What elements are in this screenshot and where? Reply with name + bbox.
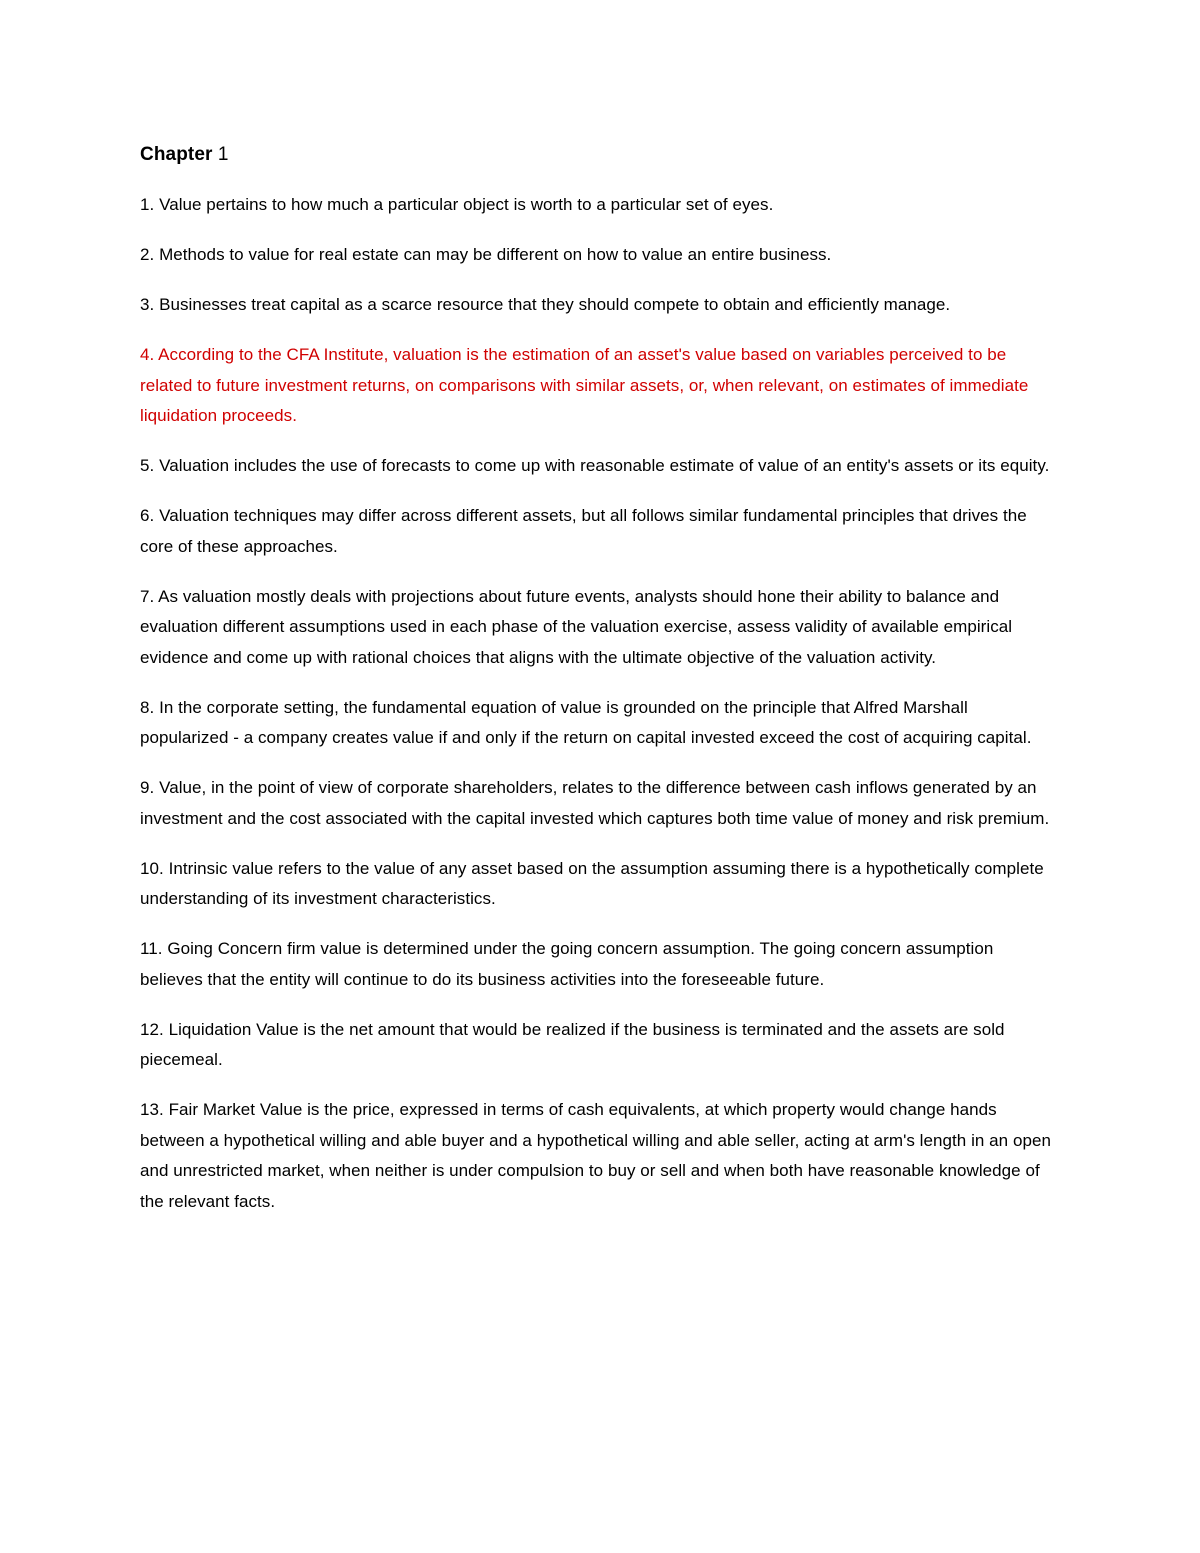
item-number: 8. — [140, 697, 155, 717]
item-text: Going Concern firm value is determined under the going concern assumption. The going concern assumption believes that the entity will continue to do its business activities into the foreseeable future. — [140, 939, 994, 989]
list-item — [140, 501, 1060, 562]
item-number: 4. — [140, 345, 155, 364]
item-text: Liquidation Value is the net amount that would be realized if the business is terminated and the assets are sold piecemeal. — [140, 1019, 1005, 1069]
item-text: According to the CFA Institute, valuation is the estimation of an asset's value based on variables perceived to be related to future investment returns, on comparisons with similar assets, or, when relevant, on estimates of immediate liquidation proceeds. — [140, 345, 1029, 425]
item-number: 7. — [140, 586, 155, 606]
item-number: 1. — [140, 195, 155, 214]
list-item — [140, 340, 1060, 432]
item-text: In the corporate setting, the fundamental equation of value is grounded on the principle that Alfred Marshall popularized - a company creates value if and only if the return on capital invested exceed the cost of acquiring capital. — [140, 697, 1032, 747]
item-number: 3. — [140, 295, 155, 314]
item-text: As valuation mostly deals with projections about future events, analysts should hone their ability to balance and evaluation different assumptions used in each phase of the valuation exercise, assess validity of available empirical evidence and come up with rational choices that aligns with the ultimate objective of the valuation activity. — [140, 586, 1013, 667]
item-number: 5. — [140, 456, 155, 475]
item-text: Intrinsic value refers to the value of any asset based on the assumption assuming there is a hypothetically complete understanding of its investment characteristics. — [140, 858, 1044, 908]
list-item — [140, 934, 1060, 995]
list-item — [140, 582, 1060, 674]
list-item — [140, 693, 1060, 754]
chapter-label: Chapter — [140, 144, 213, 165]
document-body — [140, 140, 1060, 1237]
list-item — [140, 1015, 1060, 1076]
item-text: Methods to value for real estate can may be different on how to value an entire business. — [159, 245, 832, 264]
item-text: Value pertains to how much a particular object is worth to a particular set of eyes. — [159, 195, 774, 214]
item-list — [140, 190, 1060, 1217]
list-item — [140, 773, 1060, 834]
item-number: 10. — [140, 858, 164, 878]
item-text: Fair Market Value is the price, expressed in terms of cash equivalents, at which property would change hands between a hypothetical willing and able buyer and a hypothetical willing and able seller, acting at arm's length in an open and unrestricted market, when neither is under compulsion to buy or sell and when both have reasonable knowledge of the relevant facts. — [140, 1100, 1051, 1211]
item-number: 6. — [140, 506, 155, 525]
item-number: 9. — [140, 778, 155, 797]
list-item — [140, 1095, 1060, 1217]
list-item — [140, 290, 1060, 321]
list-item — [140, 190, 1060, 221]
list-item — [140, 451, 1060, 482]
item-number: 11. — [140, 939, 163, 958]
item-number: 2. — [140, 245, 155, 264]
item-text: Value, in the point of view of corporate shareholders, relates to the difference between cash inflows generated by an investment and the cost associated with the capital invested which captures both time value of money and risk premium. — [140, 778, 1050, 828]
list-item — [140, 854, 1060, 915]
item-text: Valuation techniques may differ across different assets, but all follows similar fundamental principles that drives the core of these approaches. — [140, 506, 1027, 556]
item-text: Businesses treat capital as a scarce resource that they should compete to obtain and efficiently manage. — [159, 295, 951, 314]
item-number: 12. — [140, 1019, 164, 1039]
list-item — [140, 240, 1060, 271]
item-number: 13. — [140, 1100, 164, 1119]
chapter-number: 1 — [217, 144, 229, 165]
item-text: Valuation includes the use of forecasts to come up with reasonable estimate of value of an entity's assets or its equity. — [159, 456, 1050, 475]
chapter-heading — [140, 140, 1060, 170]
